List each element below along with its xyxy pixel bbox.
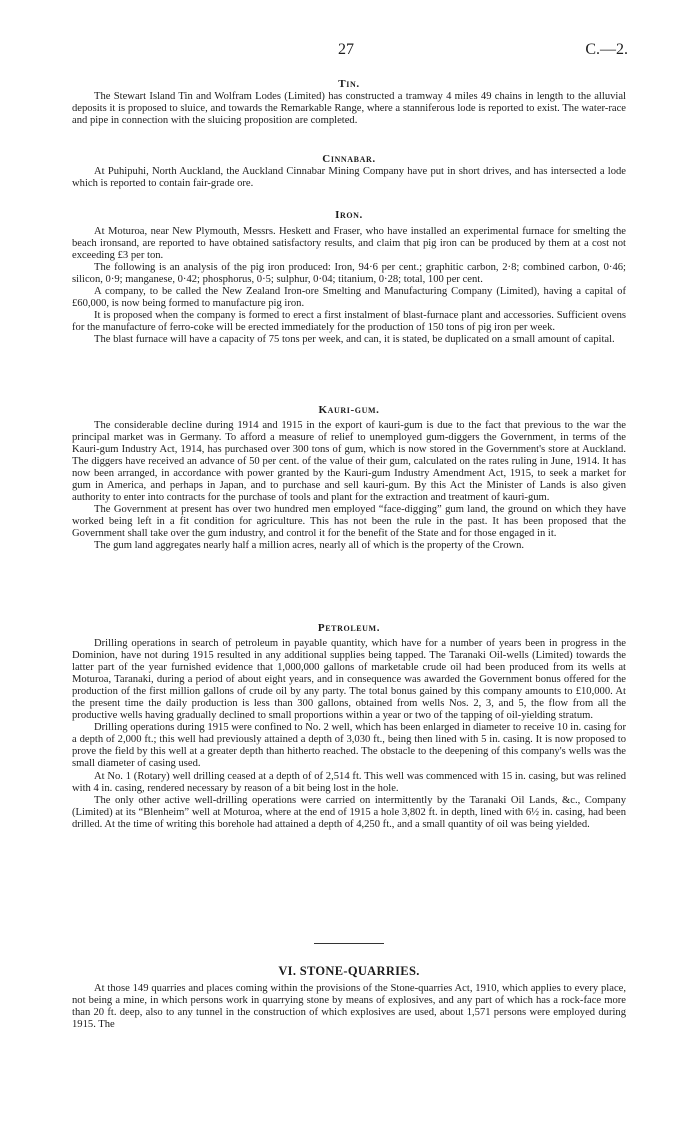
tin-heading: Tin. bbox=[338, 78, 360, 90]
tin-paragraph: The Stewart Island Tin and Wolfram Lodes (Limited) has constructed a tramway 4 miles 49 chains in length to the alluvial deposits it is proposed to sluice, and towards the Remarkable Range, where a stanniferous lode is reported to exist. The water-race and pipe in connection with the sluicing proposition are completed. bbox=[72, 91, 626, 127]
petroleum-paragraph-2: Drilling operations during 1915 were confined to No. 2 well, which has been enlarged in diameter to receive 10 in. casing for a depth of 2,000 ft.; this well had previously attained a depth of 3,030 ft., being then lined with 5 in. casing. It is now proposed to prove the field by this well at a greater depth than hitherto reached. The obstacle to the deepening of this company's wells was the small diameter of casing used. bbox=[72, 722, 626, 770]
petroleum-paragraph-1: Drilling operations in search of petroleum in payable quantity, which have for a number of years been in progress in the Dominion, have not during 1915 resulted in any additional supplies being tapped. The Taranaki Oil-wells (Limited) towards the latter part of the year furnished evidence that 1,000,000 gallons of marketable crude oil had been produced from its wells at Moturoa, Taranaki, during a period of about eight years, and in consequence was awarded the Government bonus offered for the production of the first million gallons of crude oil by any party. The total bonus gained by this company amounts to £10,000. At the present time the daily production is less than 300 gallons, obtained from wells Nos. 2, 3, and 5, the flow from all the productive wells having gradually declined to small proportions within a year or two of the tapping of oil-yielding stratum. bbox=[72, 638, 626, 722]
kauri-gum-heading: Kauri-gum. bbox=[318, 404, 380, 416]
stone-quarries-section bbox=[72, 963, 626, 1031]
iron-paragraph-2: The following is an analysis of the pig iron produced: Iron, 94·6 per cent.; graphitic carbon, 2·8; combined carbon, 0·46; silicon, 0·9; manganese, 0·42; phosphorus, 0·5; sulphur, 0·04; titanium, 0·28; total, 100 per cent. bbox=[72, 262, 626, 286]
kauri-gum-paragraph-3: The gum land aggregates nearly half a million acres, nearly all of which is the property of the Crown. bbox=[94, 540, 525, 552]
iron-heading: Iron. bbox=[335, 209, 363, 221]
petroleum-paragraph-4: The only other active well-drilling operations were carried on intermittently by the Taranaki Oil Lands, &c., Company (Limited) at its “Blenheim” well at Moturoa, where at the end of 1915 a hole 3,802 ft. in depth, lined with 6½ in. casing, had been drilled. At the time of writing this borehole had attained a depth of 4,250 ft., and a small quantity of oil was being yielded. bbox=[72, 794, 626, 830]
cinnabar-paragraph: At Puhipuhi, North Auckland, the Auckland Cinnabar Mining Company have put in short drives, and has intersected a lode which is reported to contain fair-grade ore. bbox=[72, 166, 626, 190]
cinnabar-section bbox=[72, 152, 626, 190]
document-reference: C.—2. bbox=[585, 41, 628, 58]
petroleum-section bbox=[72, 621, 626, 831]
iron-paragraph-5: The blast furnace will have a capacity of 75 tons per week, and can, it is stated, be duplicated on a small amount of capital. bbox=[94, 334, 615, 346]
section-divider bbox=[72, 943, 626, 944]
kauri-gum-paragraph-1: The considerable decline during 1914 and 1915 in the export of kauri-gum is due to the fact that previous to the war the principal market was in Germany. To afford a measure of relief to unemployed gum-diggers the Government, in terms of the Kauri-gum Industry Act, 1914, has purchased over 300 tons of gum, which is now stored in the Government's store at Auckland. The diggers have received an advance of 50 per cent. of the value of their gum, calculated on the rates ruling in June, 1914. It has now been arranged, in accordance with power granted by the Kauri-gum Industry Amendment Act, 1915, to seek a market for gum in America, and perhaps in Japan, and to purchase and sell kauri-gum. By this Act the Minister of Lands is also given authority to enter into contracts for the purchase of tools and plant for the extraction and treatment of kauri-gum. bbox=[72, 420, 626, 504]
cinnabar-heading: Cinnabar. bbox=[322, 153, 376, 165]
iron-paragraph-1: At Moturoa, near New Plymouth, Messrs. Heskett and Fraser, who have installed an experimental furnace for smelting the beach ironsand, are reported to have obtained satisfactory results, and claim that pig iron can be produced by them at a cost not exceeding £3 per ton. bbox=[72, 226, 626, 262]
iron-paragraph-3: A company, to be called the New Zealand Iron-ore Smelting and Manufacturing Company (Limited), having a capital of £60,000, is now being formed to manufacture pig iron. bbox=[72, 286, 626, 310]
iron-paragraph-4: It is proposed when the company is formed to erect a first instalment of blast-furnace plant and accessories. Sufficient ovens for the manufacture of ferro-coke will be erected immediately for the production of 150 tons of pig iron per week. bbox=[72, 310, 626, 334]
kauri-gum-section bbox=[72, 403, 626, 553]
kauri-gum-paragraph-2: The Government at present has over two hundred men employed “face-digging” gum land, the ground on which they have worked being left in a fit condition for agriculture. This has not been the rule in the past. It has been proposed that the Government shall take over the gum industry, and control it for the benefit of the State and for those engaged in it. bbox=[72, 504, 626, 540]
petroleum-paragraph-3: At No. 1 (Rotary) well drilling ceased at a depth of of 2,514 ft. This well was commenced with 15 in. casing, but was relined with 4 in. casing, rendered necessary by reason of a bit being lost in the hole. bbox=[72, 770, 626, 794]
page-header bbox=[0, 36, 700, 64]
stone-quarries-heading: VI. STONE-QUARRIES. bbox=[278, 964, 420, 978]
divider-rule bbox=[314, 943, 384, 944]
page-number: 27 bbox=[338, 41, 354, 58]
tin-section bbox=[72, 77, 626, 127]
iron-section bbox=[72, 208, 626, 346]
stone-quarries-paragraph: At those 149 quarries and places coming within the provisions of the Stone-quarries Act, 1910, which applies to every place, not being a mine, in which persons work in quarrying stone by means of explosives, and any part of which has a rock-face more than 20 ft. deep, also to any tunnel in the construction of which explosives are used, about 1,571 persons were employed during 1915. The bbox=[72, 983, 626, 1031]
petroleum-heading: Petroleum. bbox=[317, 622, 381, 634]
